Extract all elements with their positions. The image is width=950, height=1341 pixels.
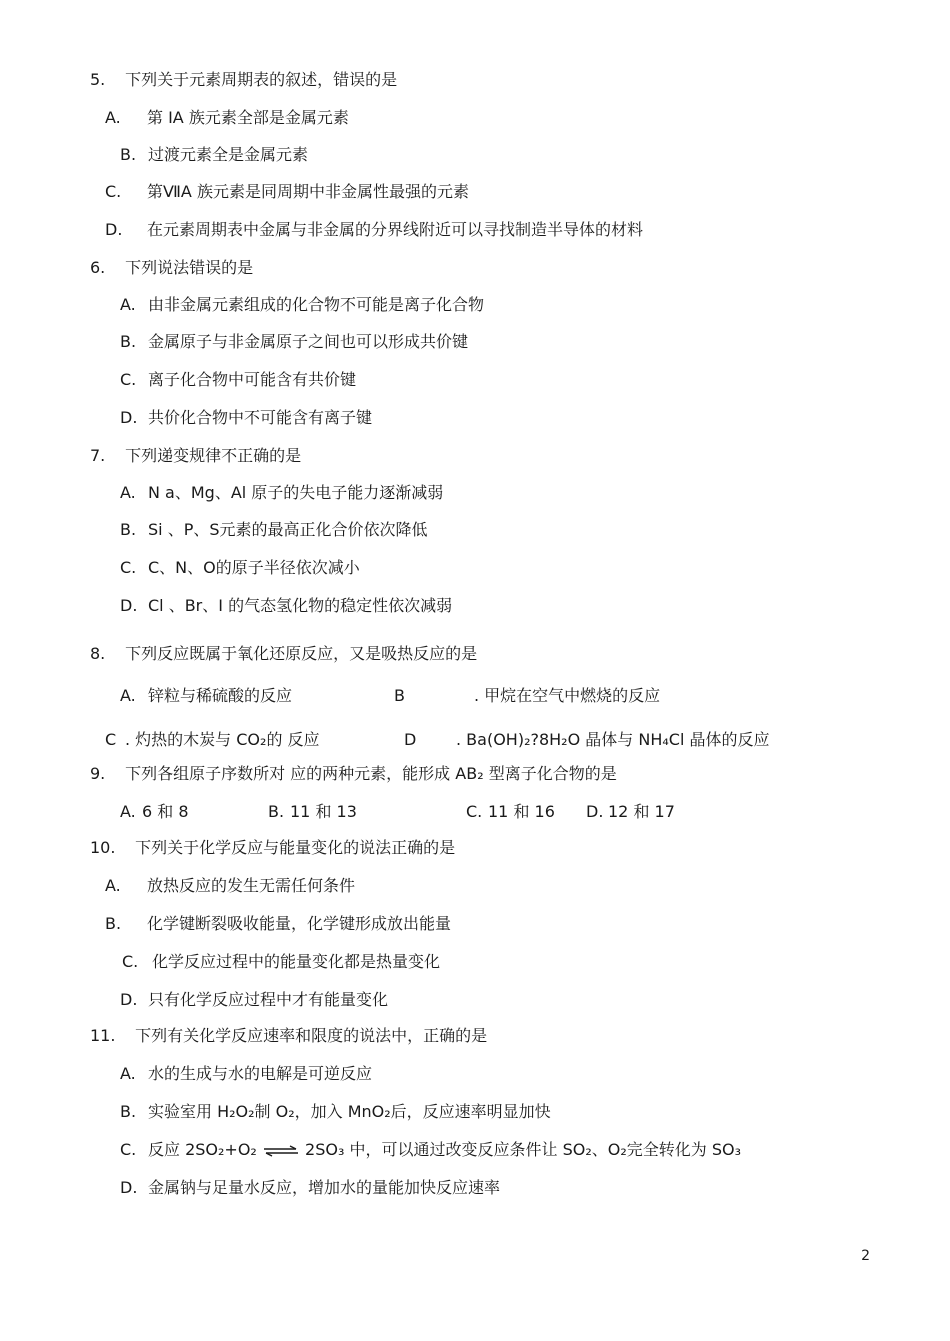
question-11-option-b [120,1102,551,1122]
question-7-option-c [120,558,360,578]
question-9-option-b [268,802,357,822]
question-5-option-b [120,145,308,165]
option-letter: B. [105,914,122,933]
question-number: 8. [90,644,106,663]
question-11-option-d [120,1178,500,1198]
option-letter: D. [120,596,138,615]
question-number: 6. [90,258,106,277]
option-letter: C. [105,182,122,201]
option-text: 11 和 16 [488,802,555,821]
question-number: 10. [90,838,116,857]
question-8-option-d [404,730,769,750]
question-text: 下列有关化学反应速率和限度的说法中，正确的是 [135,1026,488,1045]
question-5-option-d [105,220,643,240]
question-5-option-a [105,108,349,128]
option-text: 离子化合物中可能含有共价键 [148,370,357,389]
question-text: 下列反应既属于氧化还原反应，又是吸热反应的是 [125,644,478,663]
option-text-after: 2SO₃ 中，可以通过改变反应条件让 SO₂、O₂完全转化为 SO₃ [305,1140,741,1159]
option-text: 过渡元素全是金属元素 [148,145,309,164]
option-letter: C. [120,1140,137,1159]
question-6-option-c [120,370,356,390]
option-letter: D. [120,1178,138,1197]
option-text: 水的生成与水的电解是可逆反应 [148,1064,373,1083]
option-letter: C [105,730,117,749]
option-letter: C. [122,952,139,971]
option-text: 只有化学反应过程中才有能量变化 [148,990,389,1009]
option-text: C、N、O的原子半径依次减小 [148,558,360,577]
option-text: 6 和 8 [142,802,189,821]
question-5-option-c [105,182,469,202]
option-text: 由非金属元素组成的化合物不可能是离子化合物 [148,295,485,314]
option-text: 共价化合物中不可能含有离子键 [148,408,373,427]
option-text: 实验室用 H₂O₂制 O₂，加入 MnO₂后，反应速率明显加快 [148,1102,551,1121]
option-text: 第 IA 族元素全部是金属元素 [147,108,349,127]
question-8-option-a [120,686,292,706]
option-text: 化学键断裂吸收能量，化学键形成放出能量 [147,914,452,933]
question-number: 11. [90,1026,116,1045]
option-text: 放热反应的发生无需任何条件 [147,876,356,895]
option-text: 第ⅦA 族元素是同周期中非金属性最强的元素 [147,182,469,201]
option-letter: C. [120,370,137,389]
option-letter: A. [105,108,121,127]
option-text: 金属钠与足量水反应，增加水的量能加快反应速率 [148,1178,501,1197]
option-letter: C. [466,802,483,821]
option-letter: A. [120,483,136,502]
option-text: Cl 、Br、I 的气态氢化物的稳定性依次减弱 [148,596,453,615]
question-6-option-a [120,295,484,315]
question-6-stem [90,258,253,278]
option-text-before: 反应 2SO₂+O₂ [148,1140,257,1159]
option-text: 12 和 17 [608,802,675,821]
question-text: 下列递变规律不正确的是 [125,446,302,465]
option-text: 化学反应过程中的能量变化都是热量变化 [152,952,441,971]
option-letter: A. [120,686,136,705]
question-6-option-b [120,332,468,352]
option-letter: B. [120,332,137,351]
option-text: Si 、P、S元素的最高正化合价依次降低 [148,520,428,539]
option-text: N a、Mg、Al 原子的失电子能力逐渐减弱 [148,483,444,502]
question-9-stem [90,764,617,784]
option-letter: D. [586,802,604,821]
question-number: 7. [90,446,106,465]
question-10-stem [90,838,455,858]
question-8-option-b [394,686,660,706]
option-text: 金属原子与非金属原子之间也可以形成共价键 [148,332,469,351]
page-number: 2 [861,1248,870,1264]
option-text: . 灼热的木炭与 CO₂的 反应 [125,730,320,749]
option-text: . 甲烷在空气中燃烧的反应 [474,686,661,705]
question-8-option-c [105,730,320,750]
question-10-option-a [105,876,355,896]
option-text: 锌粒与稀硫酸的反应 [148,686,293,705]
question-7-stem [90,446,301,466]
question-number: 9. [90,764,106,783]
option-letter: D. [120,408,138,427]
option-letter: D [404,730,417,749]
option-letter: A. [120,802,136,821]
option-letter: B. [120,145,137,164]
option-letter: A. [105,876,121,895]
question-number: 5. [90,70,106,89]
question-10-option-c [122,952,440,972]
question-text: 下列各组原子序数所对 应的两种元素，能形成 AB₂ 型离子化合物的是 [125,764,617,783]
question-7-option-a [120,483,443,503]
option-letter: D. [120,990,138,1009]
question-10-option-b [105,914,451,934]
question-7-option-d [120,596,452,616]
option-letter: C. [120,558,137,577]
question-9-option-c [466,802,555,822]
option-letter: B. [120,1102,137,1121]
option-letter: A. [120,295,136,314]
question-11-stem [90,1026,487,1046]
question-text: 下列关于化学反应与能量变化的说法正确的是 [135,838,456,857]
option-text: . Ba(OH)₂?8H₂O 晶体与 NH₄Cl 晶体的反应 [456,730,770,749]
question-7-option-b [120,520,428,540]
option-text: 在元素周期表中金属与非金属的分界线附近可以寻找制造半导体的材料 [147,220,644,239]
option-letter: B. [268,802,285,821]
question-5-stem [90,70,397,90]
reversible-arrow-icon [262,1145,300,1157]
option-text: 11 和 13 [290,802,357,821]
question-10-option-d [120,990,388,1010]
question-6-option-d [120,408,372,428]
question-text: 下列说法错误的是 [125,258,254,277]
question-9-option-a [120,802,189,822]
question-8-stem [90,644,477,664]
question-9-option-d [586,802,675,822]
option-letter: A. [120,1064,136,1083]
question-text: 下列关于元素周期表的叙述，错误的是 [125,70,398,89]
question-11-option-c [120,1140,741,1160]
question-11-option-a [120,1064,372,1084]
option-letter: D. [105,220,123,239]
option-letter: B [394,686,405,705]
option-letter: B. [120,520,137,539]
